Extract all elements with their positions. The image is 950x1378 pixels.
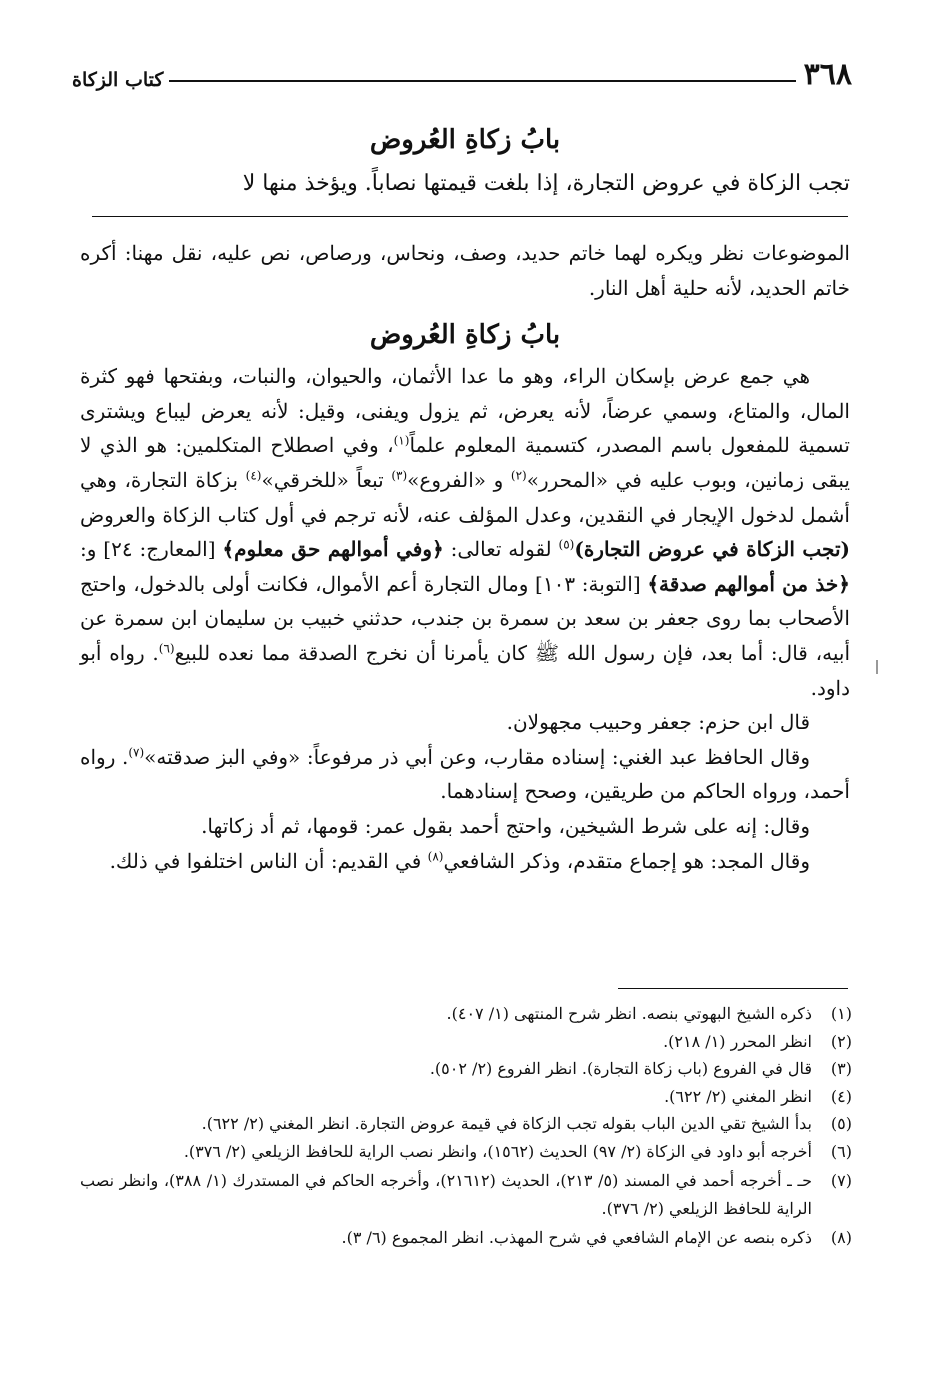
footnote-number: (٦) [830,1141,852,1161]
quran-verse-2: ﴿خذ من أموالهم صدقة﴾ [647,571,851,596]
footnote-7 [80,1167,852,1222]
footnote-text: انظر المحرر (١/ ٢١٨). [663,1031,812,1051]
footnotes [80,1000,852,1252]
footnote-1 [80,1000,852,1028]
footnote-ref-5[interactable]: (٥) [558,537,575,552]
text-span: . رواه أحمد، ورواه الحاكم من طريقين، وصحح إسنادهما. [80,744,850,804]
text-span: لقوله تعالى: [443,537,559,562]
running-head [72,50,852,90]
paragraph-5: وقال: إنه على شرط الشيخين، واحتج أحمد بقول عمر: قومها، ثم أد زكاتها. [201,813,810,838]
footnote-divider [618,988,848,989]
footnote-text: قال في الفروع (باب زكاة التجارة). انظر الفروع (٢/ ٥٠٢). [429,1059,812,1078]
paragraph-2 [80,359,850,705]
text-span: و «الفروع» [407,467,511,492]
quran-verse-1: ﴿وفي أموالهم حق معلوم﴾ [222,537,444,562]
matn-text: تجب الزكاة في عروض التجارة، إذا بلغت قيمتها نصاباً. ويؤخذ منها لا [242,171,850,196]
footnote-text: حـ ـ أخرجه أحمد في المسند (٥/ ٢١٣)، الحديث (٢١٦١٢)، وأخرجه الحاكم في المستدرك (١/ ٣٨٨)، وانظر نصب الراية للحافظ الزيلعي (٢/ ٣٧٦). [80,1171,813,1218]
text-span: ، وفي اصطلاح المتكلمين: هو الذي لا يبقى زمانين، وبوب عليه في «المحرر» [80,433,850,492]
text-span: [المعارج: ٢٤] و: [80,537,223,562]
text-span: هي جمع عرض بإسكان الراء، وهو ما عدا الأثمان، والحيوان، والنبات، وبفتحها فهو كثرة المال، والمتاع، وسمي عرضاً، لأنه يعرض، ثم يزول ويفنى، وقيل: لأنه يعرض ليباع ويشترى تسمية للمفعول باسم المصدر، كتسمية المعلوم علماً [80,364,850,458]
paragraph-1: الموضوعات نظر ويكره لهما خاتم حديد، وصف، ونحاس، ورصاص، نص عليه، نقل مهنا: أكره خاتم الحديد، لأنه حلية أهل النار. [80,241,850,300]
footnote-text: ذكره بنصه عن الإمام الشافعي في شرح المهذب. انظر المجموع (٦/ ٣). [341,1228,812,1247]
footnote-number: (٤) [830,1086,852,1106]
footnote-text: أخرجه أبو داود في الزكاة (٢/ ٩٧) الحديث (١٥٦٢)، وانظر نصب الراية للحافظ الزيلعي (٢/ ٣٧٦). [183,1141,812,1161]
book-title: كتاب الزكاة [72,69,164,91]
text-span: وقال المجد: هو إجماع متقدم، وذكر الشافعي [443,848,810,873]
footnote-2 [80,1028,852,1056]
footnote-ref-8[interactable]: (٨) [427,848,444,863]
footnote-number: (٢) [830,1031,852,1051]
footnote-5 [80,1110,852,1138]
header-rule [169,80,795,82]
text-span: في القديم: أن الناس اختلفوا في ذلك. [109,848,428,873]
text-span: وقال الحافظ عبد الغني: إسناده مقارب، وعن أبي ذر مرفوعاً: «وفي البز صدقته» [144,744,810,769]
footnote-ref-6[interactable]: (٦) [158,641,175,656]
footnote-ref-4[interactable]: (٤) [245,468,262,483]
footnote-text: بدأ الشيخ تقي الدين الباب بقوله تجب الزكاة في قيمة عروض التجارة. انظر المغني (٢/ ٦٢٢). [201,1114,812,1133]
footnote-ref-7[interactable]: (٧) [128,745,145,760]
paragraph-6 [80,844,850,879]
footnote-6 [80,1138,852,1166]
footnote-8 [80,1224,852,1252]
commentary-heading: بابُ زكاةِ العُروض [369,320,561,351]
text-span: تبعاً «للخرقي» [261,467,392,492]
page-number: ٣٦٨ [803,57,852,92]
commentary-section [80,236,850,878]
matn-section [80,118,850,206]
text-span: [التوبة: ١٠٣] ومال التجارة أعم الأموال، فكانت أولى بالدخول، واحتج الأصحاب بما روى جعفر بن سعد بن سمرة بن جندب، حدثني خبيب بن سليمان ابن سمرة عن أبيه، قال: أما بعد، فإن رسول الله ﷺ كان يأمرنا أن نخرج الصدقة مما نعده للبيع [80,571,850,665]
paragraph-4 [80,740,850,809]
paragraph-3: قال ابن حزم: جعفر وحبيب مجهولان. [506,710,810,735]
matn-divider [92,216,848,217]
footnote-number: (٨) [830,1228,852,1247]
footnote-number: (٣) [830,1059,852,1078]
text-span: . رواه أبو داود. [80,640,850,700]
footnote-number: (٥) [830,1114,852,1133]
footnote-ref-3[interactable]: (٣) [391,468,408,483]
footnote-text: ذكره الشيخ البهوتي بنصه. انظر شرح المنتهى (١/ ٤٠٧). [446,1004,812,1023]
matn-heading: بابُ زكاةِ العُروض [369,125,561,155]
footnote-text: انظر المغني (٢/ ٦٢٢). [664,1086,812,1106]
footnote-number: (١) [830,1004,852,1023]
margin-mark [876,660,878,674]
matn-quote: (تجب الزكاة في عروض التجارة) [574,537,850,562]
footnote-4 [80,1083,852,1111]
footnote-ref-1[interactable]: (١) [393,433,410,448]
footnote-ref-2[interactable]: (٢) [510,468,527,483]
text-span: بزكاة التجارة، وهي أشمل لدخول الإيجار في النقدين، وعدل المؤلف عنه، لأنه ترجم في أول كتاب الزكاة والعروض [80,467,850,527]
footnote-3 [80,1055,852,1083]
footnote-number: (٧) [830,1171,852,1190]
